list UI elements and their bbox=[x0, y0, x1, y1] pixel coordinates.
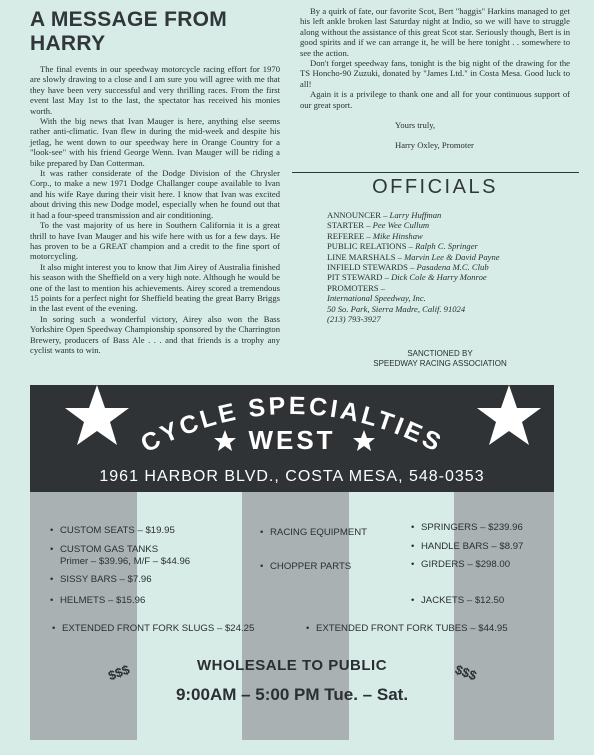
star-icon bbox=[214, 430, 236, 451]
ad-item: • CUSTOM SEATS – $19.95 bbox=[50, 525, 175, 536]
article-paragraph-2: With the big news that Ivan Mauger is here, anything else seems rather anti-climatic. Ivan flew in during the mid-week and despite his jetlag, he went down to our speedway here in Orange Country for a "look-see" with his friend George Wenn. Ivan Mauger will be riding a bike prepared by Dan Cotterman. bbox=[30, 116, 280, 168]
article-paragraph-7: By a quirk of fate, our favorite Scot, Bert "haggis" Harkins managed to get his left ankle broken last Saturday night at Indio, so we will have to struggle along without the assistance of this great Scot star. Seriously though, Bert is in good spirits and if we can arrange it, he will be here tonight . . somewhere to see the action. bbox=[300, 6, 570, 58]
official-role: PROMOTERS – bbox=[327, 282, 386, 293]
promoter-line: International Speedway, Inc. bbox=[327, 293, 426, 304]
sanction-note: SANCTIONED BY SPEEDWAY RACING ASSOCIATION bbox=[373, 349, 507, 368]
official-name: Marvin Lee & David Payne bbox=[404, 251, 500, 262]
ad-item: • EXTENDED FRONT FORK TUBES – $44.95 bbox=[306, 623, 508, 634]
cycle-specialties-ad bbox=[30, 385, 554, 740]
star-icon bbox=[65, 385, 129, 445]
official-role: STARTER – bbox=[327, 220, 373, 231]
ad-header-graphic bbox=[30, 385, 554, 468]
official-row bbox=[327, 210, 577, 220]
ad-item: • HELMETS – $15.96 bbox=[50, 595, 146, 606]
article-paragraph-9: Again it is a privilege to thank one and all for your continuous support of our great sport. bbox=[300, 89, 570, 110]
ad-wholesale: WHOLESALE TO PUBLIC bbox=[196, 657, 388, 674]
ad-address: 1961 HARBOR BLVD., COSTA MESA, 548-0353 bbox=[99, 468, 485, 485]
official-role: REFEREE – bbox=[327, 230, 373, 241]
official-row bbox=[327, 262, 577, 272]
star-icon bbox=[477, 385, 541, 445]
official-row bbox=[327, 241, 577, 251]
official-row bbox=[327, 272, 577, 282]
ad-item: • SISSY BARS – $7.96 bbox=[50, 574, 152, 585]
ad-item: • EXTENDED FRONT FORK SLUGS – $24.25 bbox=[52, 623, 255, 634]
official-role: INFIELD STEWARDS – bbox=[327, 262, 417, 273]
official-row bbox=[327, 283, 577, 293]
official-role: PUBLIC RELATIONS – bbox=[327, 241, 416, 252]
official-name: Mike Hinshaw bbox=[372, 230, 423, 241]
official-name: Dick Cole & Harry Monroe bbox=[391, 272, 487, 283]
star-icon bbox=[353, 430, 375, 451]
official-row bbox=[327, 231, 577, 241]
promoter-line: 50 So. Park, Sierra Madre, Calif. 91024 bbox=[327, 303, 466, 314]
official-name: Ralph C. Springer bbox=[415, 241, 478, 252]
article-paragraph-1: The final events in our speedway motorcycle racing effort for 1970 are slowly drawing to a close and I am sure you will agree with me that they have been very successful and very thrilling races. From the first event last May 1st to the last, the spectator has received his monies worth. bbox=[30, 64, 280, 116]
ad-brand-name-2: WEST bbox=[248, 425, 336, 455]
official-role: PIT STEWARD – bbox=[327, 272, 392, 283]
ad-item-detail: Primer – $39.96, M/F – $44.96 bbox=[60, 556, 191, 567]
article-left-column bbox=[30, 8, 280, 355]
officials-heading: OFFICIALS bbox=[372, 176, 498, 198]
article-paragraph-6: In soring such a wonderful victory, Airey also won the Bass Yorkshire Open Speedway Championship sponsored by the Charrington Brewery, producers of Bass Ale . . . and that friends is a trophy any cyclist wants to win. bbox=[30, 313, 280, 355]
article-paragraph-8: Don't forget speedway fans, tonight is the big night of the drawing for the TS Honcho-90 Zuzuki, donated by "James Ltd." in Costa Mesa. Good luck to all! bbox=[300, 58, 570, 89]
letter-closing bbox=[395, 120, 570, 151]
ad-dollar-signs: $$$ bbox=[453, 661, 479, 684]
ad-item: • JACKETS – $12.50 bbox=[411, 595, 505, 606]
closing-line: Yours truly, bbox=[395, 120, 436, 131]
ad-item: • GIRDERS – $298.00 bbox=[411, 559, 511, 570]
official-row bbox=[327, 220, 577, 230]
ad-item: • CHOPPER PARTS bbox=[260, 561, 352, 572]
official-role: ANNOUNCER – bbox=[327, 210, 390, 220]
article-paragraph-3: It was rather considerate of the Dodge Division of the Chrysler Corp., to make a new 1971 Dodge Challanger coupe available to Ivan and his wife Raye during their visit here. I know that Ivan was excited about driving this new Dodge model, especially when he found out that it had a four-speed transmission and air conditioning. bbox=[30, 168, 280, 220]
officials-list bbox=[327, 210, 577, 324]
ad-item: • SPRINGERS – $239.96 bbox=[411, 522, 523, 533]
promoter-line: (213) 793-3927 bbox=[327, 314, 381, 325]
ad-hours: 9:00AM – 5:00 PM Tue. – Sat. bbox=[175, 685, 409, 704]
article-right-column bbox=[300, 6, 570, 161]
ad-dollar-signs: $$$ bbox=[106, 661, 132, 684]
official-role: LINE MARSHALS – bbox=[327, 251, 405, 262]
official-name: Pasadena M.C. Club bbox=[416, 262, 489, 273]
ad-item: • RACING EQUIPMENT bbox=[260, 527, 368, 538]
article-paragraph-4: To the vast majority of us here in Southern California it is a great thrill to have Ivan Mauger and his wife here with us for a few days. He has proven to be a GREAT champion and a credit to the fine sport of motorcycling. bbox=[30, 220, 280, 262]
section-divider bbox=[292, 172, 579, 173]
official-name: Larry Huffman bbox=[389, 210, 442, 220]
official-name: Pee Wee Cullum bbox=[372, 220, 430, 231]
ad-brand-name: CYCLE SPECIALTIES bbox=[136, 391, 448, 459]
ad-item: • HANDLE BARS – $8.97 bbox=[411, 541, 524, 552]
signature-line: Harry Oxley, Promoter bbox=[395, 140, 474, 151]
ad-item: • CUSTOM GAS TANKS bbox=[50, 544, 159, 555]
article-paragraph-5: It also might interest you to know that Jim Airey of Australia finished his season with the Sheffield on a very high note. Although he would be one of the last to mention his achievements. Airey scored a tremendous 15 points for a perfect night for Sheffield beating the great Barry Briggs in the last event of the evening. bbox=[30, 261, 280, 314]
article-title: A MESSAGE FROM HARRY bbox=[30, 8, 228, 55]
official-row bbox=[327, 252, 577, 262]
